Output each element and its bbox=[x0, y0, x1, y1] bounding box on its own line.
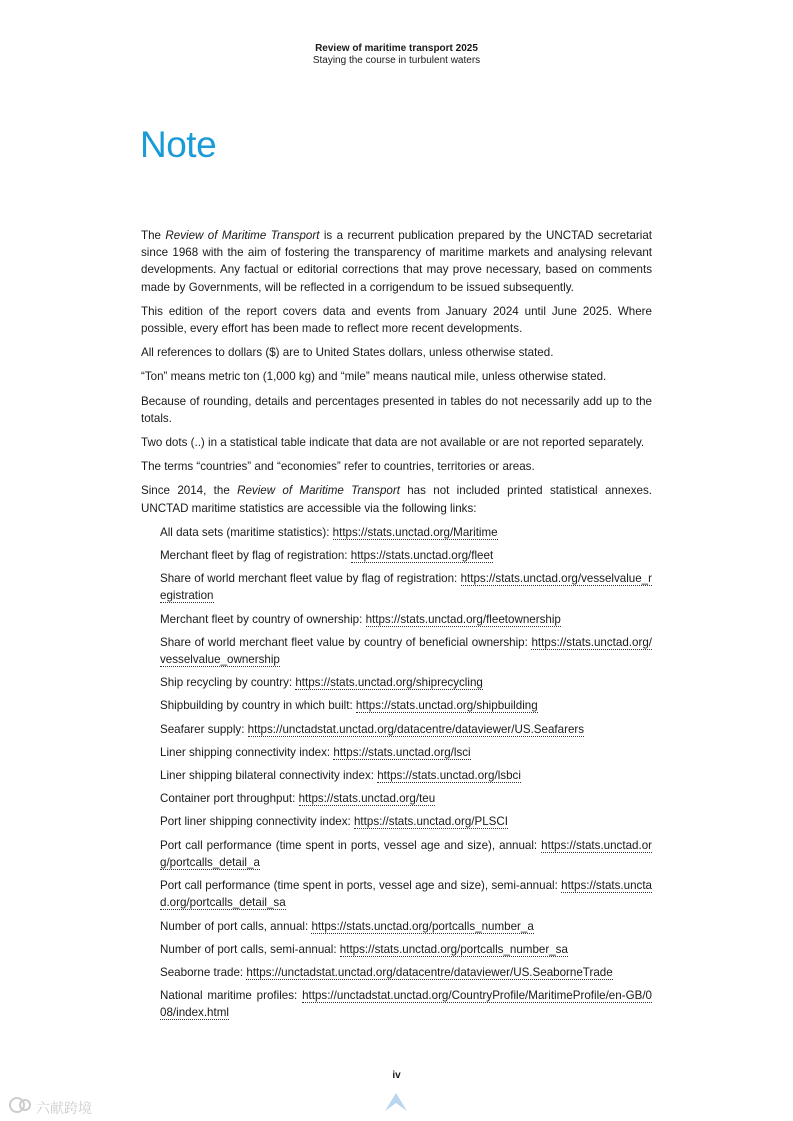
link-item bbox=[160, 790, 652, 807]
link-label: Port call performance (time spent in ports, vessel age and size), semi-annual: bbox=[160, 879, 562, 893]
link-item bbox=[160, 524, 652, 541]
link-label: Ship recycling by country: bbox=[160, 676, 296, 690]
running-header bbox=[0, 43, 793, 67]
statistics-link[interactable]: https://stats.unctad.org/portcalls_number_sa bbox=[339, 942, 568, 956]
annex-text: Since 2014, the bbox=[141, 484, 238, 498]
paragraph-annexes bbox=[141, 482, 652, 516]
statistics-link[interactable]: https://stats.unctad.org/vesselvalue_registration bbox=[160, 572, 652, 603]
link-item bbox=[160, 813, 652, 830]
statistics-link[interactable]: https://stats.unctad.org/PLSCI bbox=[353, 815, 509, 829]
link-label: Share of world merchant fleet value by country of beneficial ownership: bbox=[160, 635, 532, 649]
report-title: Review of maritime transport 2025 bbox=[315, 43, 478, 54]
link-item bbox=[160, 877, 652, 911]
statistics-link-list bbox=[141, 524, 652, 1022]
link-label: Liner shipping bilateral connectivity index: bbox=[160, 769, 378, 783]
link-item bbox=[160, 837, 652, 871]
statistics-link[interactable]: https://unctadstat.unctad.org/CountryProfile/MaritimeProfile/en-GB/008/index.html bbox=[160, 989, 652, 1020]
link-item bbox=[160, 767, 652, 784]
link-label: Liner shipping connectivity index: bbox=[160, 745, 334, 759]
statistics-link[interactable]: https://stats.unctad.org/teu bbox=[298, 792, 436, 806]
link-label: National maritime profiles: bbox=[160, 989, 303, 1003]
chevron-up-icon[interactable] bbox=[383, 1089, 409, 1118]
paragraph-terms: The terms “countries” and “economies” refer to countries, territories or areas. bbox=[141, 460, 535, 474]
watermark-text: 六献跨境 bbox=[36, 1100, 92, 1116]
statistics-link[interactable]: https://stats.unctad.org/portcalls_detail_a bbox=[160, 838, 652, 869]
link-label: Seaborne trade: bbox=[160, 965, 247, 979]
link-item bbox=[160, 634, 652, 668]
link-label: Merchant fleet by country of ownership: bbox=[160, 612, 366, 626]
link-label: Share of world merchant fleet value by flag of registration: bbox=[160, 572, 461, 586]
link-item bbox=[160, 964, 652, 981]
link-label: Port liner shipping connectivity index: bbox=[160, 815, 354, 829]
link-label: All data sets (maritime statistics): bbox=[160, 525, 333, 539]
statistics-link[interactable]: https://stats.unctad.org/fleet bbox=[350, 549, 494, 563]
link-item bbox=[160, 611, 652, 628]
link-label: Number of port calls, semi-annual: bbox=[160, 942, 340, 956]
statistics-link[interactable]: https://stats.unctad.org/shipbuilding bbox=[355, 699, 538, 713]
paragraph-intro bbox=[141, 227, 652, 296]
report-subtitle: Staying the course in turbulent waters bbox=[312, 55, 481, 66]
page-title: Note bbox=[140, 124, 217, 165]
paragraph-coverage: This edition of the report covers data and events from January 2024 until June 2025. Where possible, every effort has been made to reflect more recent developments. bbox=[141, 304, 652, 336]
link-item bbox=[160, 570, 652, 604]
link-label: Seafarer supply: bbox=[160, 722, 248, 736]
link-label: Merchant fleet by flag of registration: bbox=[160, 549, 351, 563]
link-label: Number of port calls, annual: bbox=[160, 919, 312, 933]
intro-text: The bbox=[141, 229, 166, 242]
link-label: Port call performance (time spent in ports, vessel age and size), annual: bbox=[160, 838, 542, 852]
link-label: Shipbuilding by country in which built: bbox=[160, 699, 356, 713]
page-number: iv bbox=[392, 1070, 401, 1081]
link-label: Container port throughput: bbox=[160, 792, 299, 806]
publication-name: Review of Maritime Transport bbox=[237, 484, 400, 498]
publication-name: Review of Maritime Transport bbox=[165, 229, 320, 242]
paragraph-units: “Ton” means metric ton (1,000 kg) and “mile” means nautical mile, unless otherwise stated. bbox=[141, 370, 607, 384]
note-body bbox=[141, 227, 652, 1028]
statistics-link[interactable]: https://stats.unctad.org/fleetownership bbox=[365, 612, 561, 626]
link-item bbox=[160, 547, 652, 564]
paragraph-rounding: Because of rounding, details and percentages presented in tables do not necessarily add up to the totals. bbox=[141, 394, 652, 425]
annex-text-cont: has not included printed statistical annexes. UNCTAD maritime statistics are accessible via the following links: bbox=[141, 484, 652, 515]
link-item bbox=[160, 987, 652, 1021]
statistics-link[interactable]: https://unctadstat.unctad.org/datacentre/dataviewer/US.Seafarers bbox=[247, 722, 585, 736]
statistics-link[interactable]: https://stats.unctad.org/lsci bbox=[333, 745, 471, 759]
statistics-link[interactable]: https://stats.unctad.org/portcalls_detail_sa bbox=[160, 879, 652, 910]
link-item bbox=[160, 918, 652, 935]
statistics-link[interactable]: https://stats.unctad.org/Maritime bbox=[332, 525, 498, 539]
statistics-link[interactable]: https://stats.unctad.org/shiprecycling bbox=[295, 676, 483, 690]
link-item bbox=[160, 674, 652, 691]
link-item bbox=[160, 744, 652, 761]
link-item bbox=[160, 721, 652, 738]
statistics-link[interactable]: https://stats.unctad.org/portcalls_number_a bbox=[311, 919, 534, 933]
statistics-link[interactable]: https://unctadstat.unctad.org/datacentre/dataviewer/US.SeaborneTrade bbox=[246, 965, 613, 979]
paragraph-dollars: All references to dollars ($) are to United States dollars, unless otherwise stated. bbox=[141, 346, 554, 360]
watermark-logo-icon bbox=[8, 1096, 34, 1119]
paragraph-dots: Two dots (..) in a statistical table indicate that data are not available or are not reported separately. bbox=[141, 436, 645, 450]
link-item bbox=[160, 697, 652, 714]
statistics-link[interactable]: https://stats.unctad.org/lsbci bbox=[377, 769, 521, 783]
statistics-link[interactable]: https://stats.unctad.org/vesselvalue_ownership bbox=[160, 635, 652, 667]
intro-text-cont: is a recurrent publication prepared by the UNCTAD secretariat since 1968 with the aim of fostering the transparency of maritime markets and analysing relevant developments. Any factual or editorial corrections that may prove necessary, based on comments made by Governments, will be reflected in a corrigendum to be issued subsequently. bbox=[141, 229, 652, 294]
link-item bbox=[160, 941, 652, 958]
